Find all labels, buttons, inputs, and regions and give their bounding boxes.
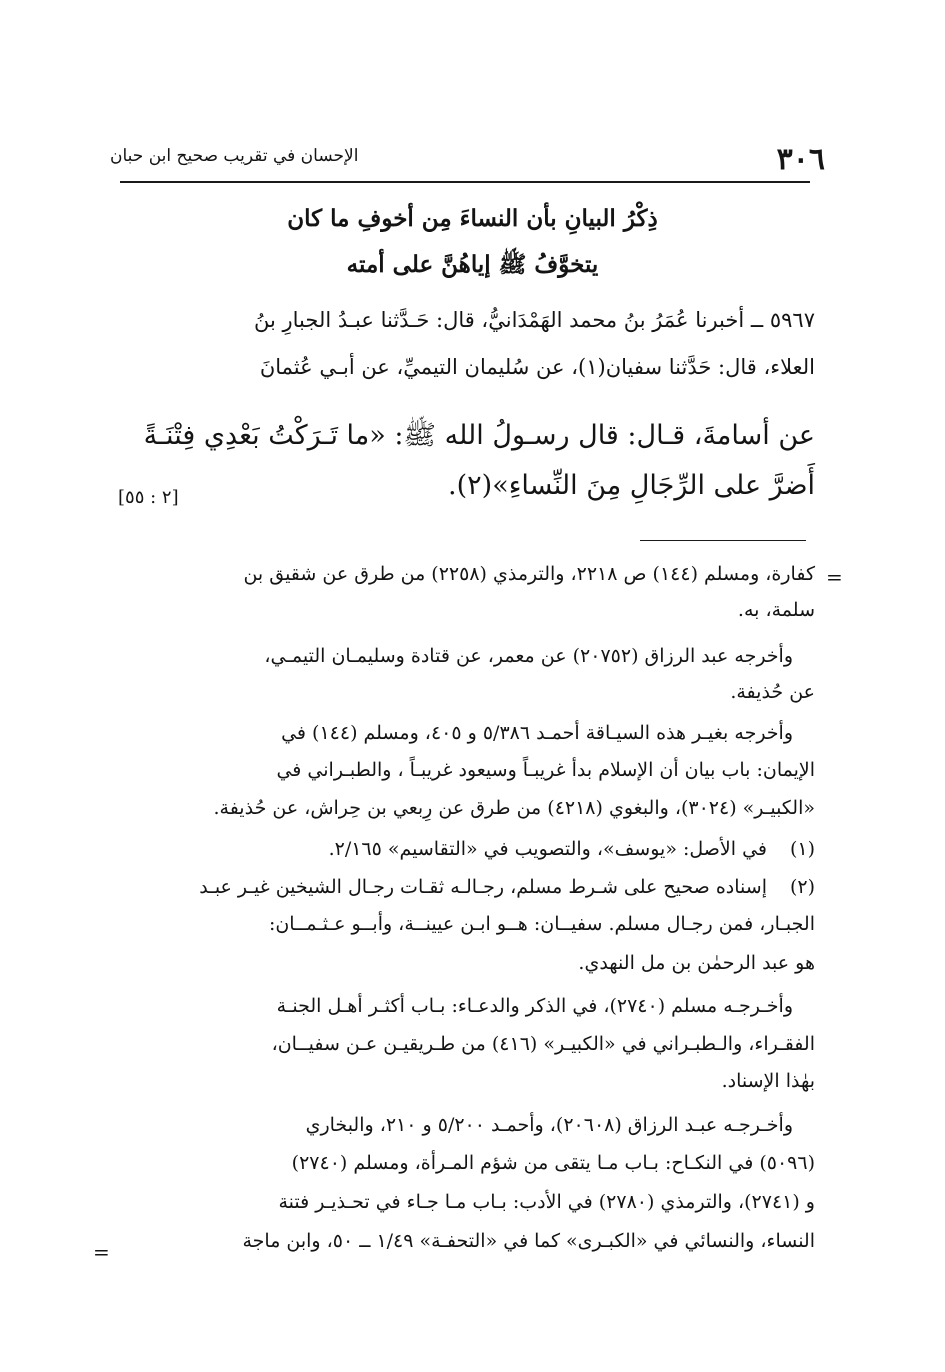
page-number: ٣٠٦ bbox=[776, 142, 825, 177]
hadith-line-3: عن أسامةَ، قـال: قال رسـولُ الله ﷺ: «ما تَـرَكْتُ بَعْدِي فِتْنَـةً bbox=[143, 420, 815, 451]
hadith-reference: [٢ : ٥٥] bbox=[118, 487, 179, 508]
hadith-line-1: ٥٩٦٧ ــ أخبرنا عُمَرُ بنُ محمد الهَمْدَانيُّ، قال: حَـدَّثنا عبـدُ الجبارِ بنُ bbox=[254, 308, 815, 332]
footnote-1-text: في الأصل: «يوسف»، والتصويب في «التقاسيم» ٢/١٦٥. bbox=[328, 838, 767, 860]
footnote-2-line: و (٢٧٤١)، والترمذي (٢٧٨٠) في الأدب: بـاب مـا جـاء في تحـذيـر فتنة bbox=[278, 1191, 815, 1213]
footnote-2-line: وأخـرجـه عبـد الرزاق (٢٠٦٠٨)، وأحمـد ٥/٢٠٠ و ٢١٠، والبخاري bbox=[305, 1114, 793, 1136]
hadith-line-2: العلاء، قال: حَدَّثنا سفيان(١)، عن سُليمان التيميِّ، عن أبـي عُثمانَ bbox=[259, 355, 815, 379]
footnote-cont-line: وأخرجه بغيـر هذه السيـاقة أحمـد ٥/٣٨٦ و ٤٠٥، ومسلم (١٤٤) في bbox=[281, 722, 793, 744]
footnote-cont-line: «الكبيـر» (٣٠٢٤)، والبغوي (٤٢١٨) من طرق عن رِبعي بن حِراش، عن حُذيفة. bbox=[213, 797, 815, 819]
footnote-2-number: (٢) bbox=[789, 876, 815, 898]
continuation-mark-top: = bbox=[826, 565, 843, 589]
hadith-line-4: أَضرَّ على الرِّجَالِ مِنَ النِّساءِ»(٢). bbox=[448, 470, 815, 501]
running-header-title: الإحسان في تقريب صحيح ابن حبان bbox=[110, 146, 359, 166]
footnote-cont-line: الإيمان: باب بيان أن الإسلام بدأ غريبـاً وسيعود غريبـاً ، والطبـراني في bbox=[276, 759, 815, 781]
footnote-cont-line: سلمة، به. bbox=[737, 599, 815, 621]
footnote-2-line: بهٰذا الإسناد. bbox=[721, 1070, 815, 1092]
footnote-2-line: وأخـرجـه مسلم (٢٧٤٠)، في الذكر والدعـاء: بـاب أكثـر أهـل الجنـة bbox=[276, 995, 793, 1017]
footnote-2-line: إسناده صحيح على شـرط مسلم، رجـالـه ثقـات رجـال الشيخين غيـر عبـد bbox=[199, 876, 767, 898]
footnote-2-line: الجبـار، فمن رجـال مسلم. سفيــان: هــو ابـن عيينــة، وأبــو عـثـمــان: bbox=[268, 913, 815, 935]
continuation-mark-bottom: = bbox=[93, 1240, 110, 1264]
footnote-cont-line: وأخرجه عبد الرزاق (٢٠٧٥٢) عن معمر، عن قتادة وسليمـان التيمـي، bbox=[264, 645, 793, 667]
footnote-2-line: النساء، والنسائي في «الكبـرى» كما في «التحفـة» ١/٤٩ ــ ٥٠، وابن ماجة bbox=[242, 1230, 815, 1252]
footnote-cont-line: عن حُذيفة. bbox=[730, 681, 815, 703]
footnote-2-line: هو عبد الرحمٰن بن مل النهدي. bbox=[578, 952, 815, 974]
footnote-2-line: (٥٠٩٦) في النكـاح: بـاب مـا يتقى من شؤم المـرأة، ومسلم (٢٧٤٠) bbox=[291, 1152, 815, 1174]
chapter-heading-line-1: ذِكْرُ البيانِ بأن النساءَ مِن أخوفِ ما كان bbox=[287, 205, 658, 232]
footnote-cont-line: كفارة، ومسلم (١٤٤) ص ٢٢١٨، والترمذي (٢٢٥٨) من طرق عن شقيق بن bbox=[243, 563, 815, 585]
header-rule bbox=[120, 181, 810, 183]
footnote-separator bbox=[640, 540, 806, 541]
chapter-heading-line-2: يتخوَّفُ ﷺ إياهُنَّ على أمته bbox=[346, 251, 599, 278]
footnote-2-line: الفقـراء، والـطبـراني في «الكبيـر» (٤١٦) من طـريقيـن عـن سفيــان، bbox=[271, 1033, 815, 1055]
footnote-1-number: (١) bbox=[789, 838, 815, 860]
